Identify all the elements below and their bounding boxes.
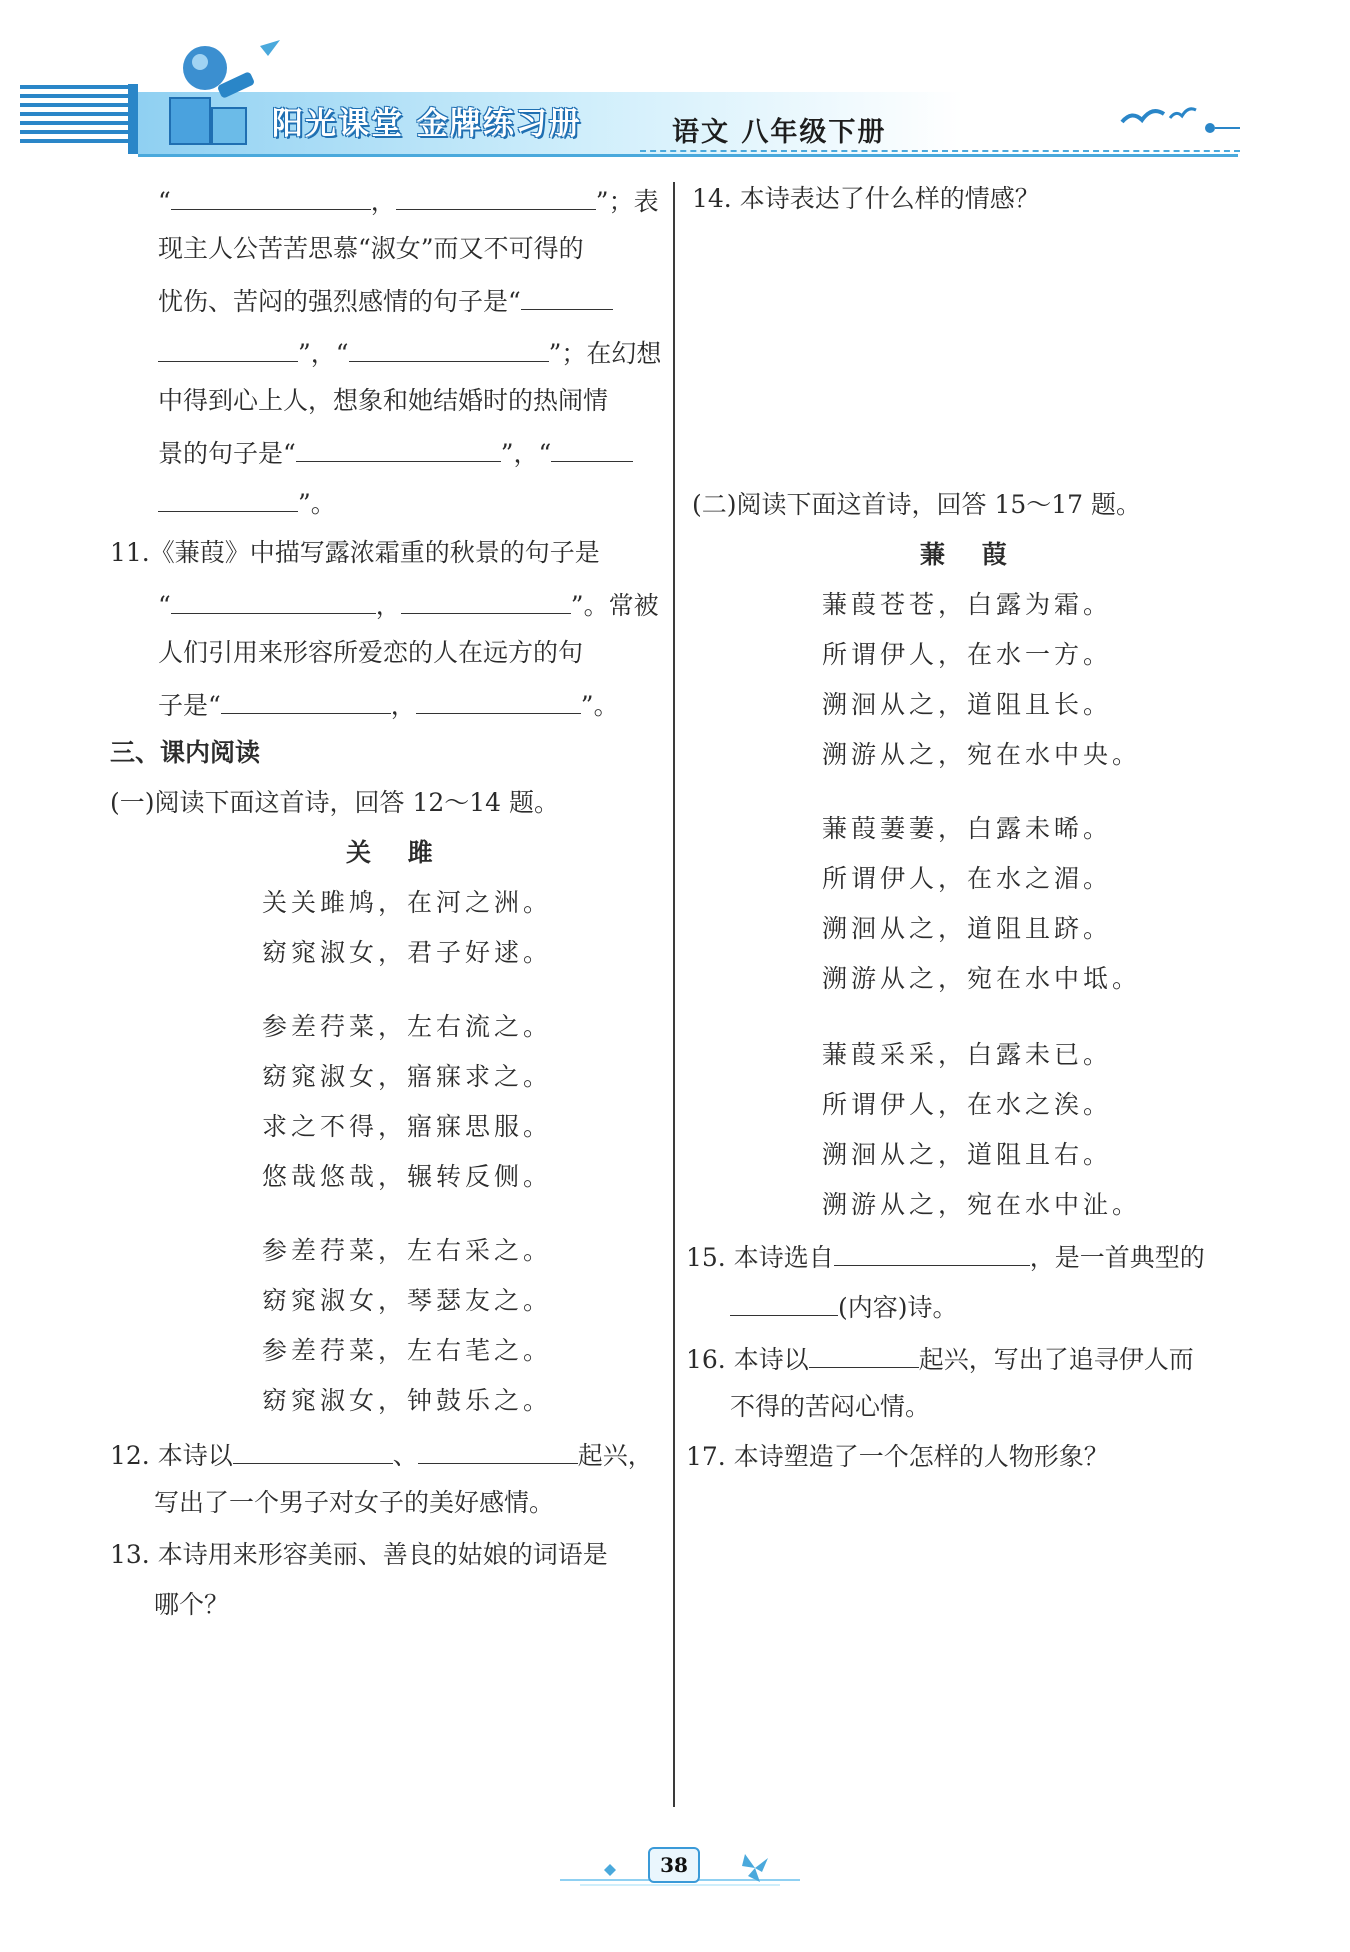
q10-line-4: ”，“ ”；在幻想: [158, 335, 661, 370]
column-divider: [673, 182, 675, 1807]
q17: 17. 本诗塑造了一个怎样的人物形象？: [686, 1442, 1109, 1471]
answer-blank[interactable]: [396, 183, 596, 210]
poem-2-line: 溯游从之，宛在水中央。: [822, 740, 1142, 769]
poem-2-line: 蒹葭采采，白露未已。: [822, 1040, 1113, 1069]
poem-1-line: 参差荇菜，左右采之。: [262, 1236, 553, 1265]
subject-grade: 语文 八年级下册: [672, 117, 887, 148]
answer-blank[interactable]: [171, 183, 371, 210]
page-header: [0, 0, 1350, 170]
answer-blank[interactable]: [730, 1289, 838, 1316]
part-1-intro: (一)阅读下面这首诗，回答 12～14 题。: [110, 788, 560, 817]
telescope-logo-icon: [160, 38, 280, 148]
q11-line-3: 人们引用来形容所爱恋的人在远方的句: [158, 638, 584, 667]
answer-blank[interactable]: [171, 587, 376, 614]
header-bar: [128, 84, 138, 154]
q12-line-1: 12. 本诗以 、 起兴，: [110, 1437, 653, 1472]
q13-line-1: 13. 本诗用来形容美丽、善良的姑娘的词语是: [110, 1540, 608, 1569]
poem-1-line: 关关雎鸠，在河之洲。: [262, 888, 553, 917]
poem-2-line: 溯洄从之，道阻且右。: [822, 1140, 1113, 1169]
poem-2-line: 溯洄从之，道阻且长。: [822, 690, 1113, 719]
part-2-intro: (二)阅读下面这首诗，回答 15～17 题。: [692, 490, 1142, 519]
q10-line-7: ”。: [158, 485, 336, 520]
poem-2-line: 溯游从之，宛在水中沚。: [822, 1190, 1142, 1219]
poem-2-line: 蒹葭萋萋，白露未晞。: [822, 814, 1113, 843]
answer-blank[interactable]: [349, 335, 549, 362]
q10-line-2: 现主人公苦苦思慕“淑女”而又不可得的: [158, 234, 584, 263]
q10-line-6: 景的句子是“ ”，“: [158, 435, 633, 470]
answer-blank[interactable]: [521, 283, 613, 310]
poem-2-line: 所谓伊人，在水一方。: [822, 640, 1113, 669]
answer-blank[interactable]: [158, 485, 298, 512]
answer-blank[interactable]: [158, 335, 298, 362]
answer-blank[interactable]: [233, 1437, 393, 1464]
answer-blank[interactable]: [296, 435, 501, 462]
answer-blank[interactable]: [834, 1239, 1030, 1266]
poem-1-line: 窈窕淑女，琴瑟友之。: [262, 1286, 553, 1315]
poem-2-line: 蒹葭苍苍，白露为霜。: [822, 590, 1113, 619]
q10-line-3: 忧伤、苦闷的强烈感情的句子是“: [158, 283, 613, 318]
poem-1-line: 参差荇菜，左右流之。: [262, 1012, 553, 1041]
poem-1-line: 参差荇菜，左右芼之。: [262, 1336, 553, 1365]
poem-2-line: 所谓伊人，在水之湄。: [822, 864, 1113, 893]
poem-1-title: 关 雎: [346, 838, 447, 867]
poem-2-line: 所谓伊人，在水之涘。: [822, 1090, 1113, 1119]
answer-blank[interactable]: [416, 687, 581, 714]
q10-line-1: “ ， ”；表: [158, 183, 659, 218]
poem-2-line: 溯游从之，宛在水中坻。: [822, 964, 1142, 993]
page-number: 38: [648, 1847, 700, 1883]
q16-line-1: 16. 本诗以 起兴，写出了追寻伊人而: [686, 1341, 1194, 1376]
q10-line-5: 中得到心上人，想象和她结婚时的热闹情: [158, 386, 609, 415]
answer-blank[interactable]: [221, 687, 391, 714]
header-dashed-line: [640, 150, 1240, 152]
q12-line-2: 写出了一个男子对女子的美好感情。: [154, 1488, 555, 1517]
poem-1-line: 求之不得，寤寐思服。: [262, 1112, 553, 1141]
q15-line-2: (内容)诗。: [730, 1289, 958, 1324]
poem-1-line: 悠哉悠哉，辗转反侧。: [262, 1162, 553, 1191]
answer-blank[interactable]: [401, 587, 571, 614]
q11-line-2: “ ， ”。常被: [158, 587, 659, 622]
poem-1-line: 窈窕淑女，寤寐求之。: [262, 1062, 553, 1091]
answer-blank[interactable]: [551, 435, 633, 462]
section-3-heading: 三、课内阅读: [110, 738, 261, 767]
q11-line-4: 子是“ ， ”。: [158, 687, 619, 722]
answer-blank[interactable]: [809, 1341, 919, 1368]
q13-line-2: 哪个？: [154, 1590, 230, 1619]
answer-blank[interactable]: [418, 1437, 578, 1464]
poem-2-line: 溯洄从之，道阻且跻。: [822, 914, 1113, 943]
poem-1-line: 窈窕淑女，君子好逑。: [262, 938, 553, 967]
q15-line-1: 15. 本诗选自 ，是一首典型的: [686, 1239, 1205, 1274]
q11-line-1: 11.《蒹葭》中描写露浓霜重的秋景的句子是: [110, 538, 600, 567]
birds-icon: [1112, 92, 1242, 142]
q16-line-2: 不得的苦闷心情。: [730, 1392, 931, 1421]
poem-1-line: 窈窕淑女，钟鼓乐之。: [262, 1386, 553, 1415]
header-stripes: [20, 85, 130, 151]
poem-2-title: 蒹 葭: [920, 540, 1021, 569]
q14: 14. 本诗表达了什么样的情感？: [692, 184, 1040, 213]
brand-title: 阳光课堂 金牌练习册: [272, 106, 582, 142]
